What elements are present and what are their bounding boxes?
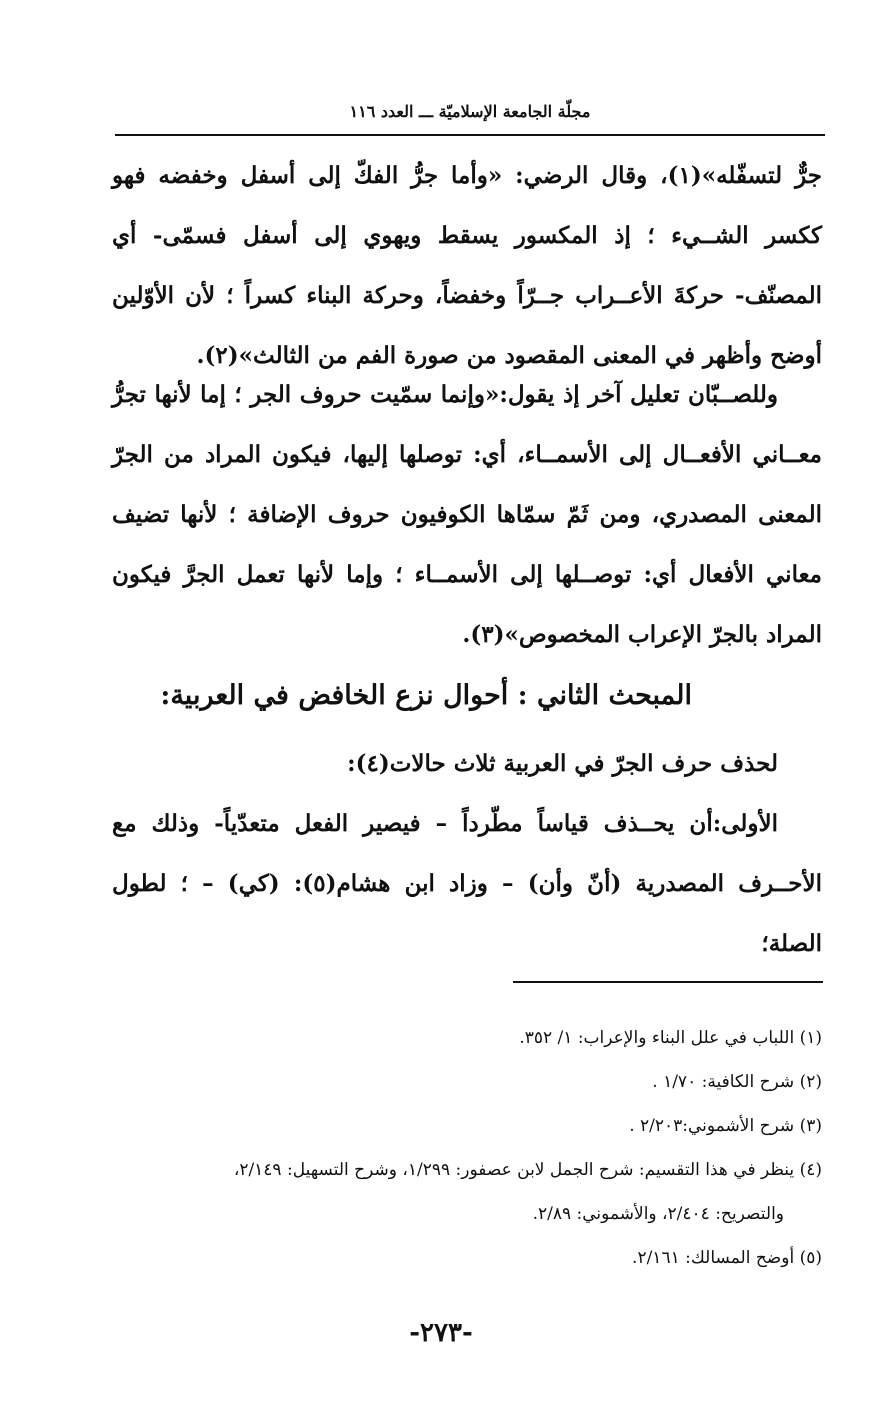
section-heading: المبحث الثاني : أحوال نزع الخافض في العربية: (160, 680, 692, 711)
footnote-2: (٢) شرح الكافية: ١/٧٠ . (652, 1072, 822, 1092)
body-paragraph-1 (112, 146, 822, 386)
body-paragraph-2 (112, 365, 822, 665)
footnotes (112, 1016, 822, 1280)
paragraph-text: وللصــبّان تعليل آخر إذ يقول:«وإنما سمّيت حروف الجر ؛ إما لأنها تجرُّ معــاني الأفعــال إلى الأسمــاء، أي: توصلها إليها، فيكون المراد من الجرّ المعنى المصدري، ومن ثَمّ سمّاها الكوفيون حروف الإضافة ؛ لأنها تضيف معاني الأفعال أي: توصــلها إلى الأسمــاء ؛ وإما لأنها تعمل الجرَّ فيكون المراد بالجرّ الإعراب المخصوص»(٣). (112, 381, 822, 648)
footnote-4: (٤) ينظر في هذا التقسيم: شرح الجمل لابن عصفور: ١/٢٩٩، وشرح التسهيل: ٢/١٤٩، (233, 1160, 822, 1180)
paragraph-text: الأولى:أن يحــذف قياساً مطّرداً – فيصير الفعل متعدّياً- وذلك مع الأحــرف المصدرية (أنّ وأن) – وزاد ابن هشام(٥): (كي) – ؛ لطول الصلة؛ (112, 810, 822, 957)
paragraph-text: لحذف حرف الجرّ في العربية ثلاث حالات(٤): (347, 750, 778, 777)
footnote-5: (٥) أوضح المسالك: ٢/١٦١. (632, 1248, 822, 1268)
running-header: مجلّة الجامعة الإسلاميّة ـــ العدد ١١٦ (349, 102, 591, 121)
body-paragraph-3 (112, 734, 822, 974)
footnote-divider (513, 981, 823, 983)
header-divider (115, 134, 825, 136)
footnote-4-continuation: والتصريح: ٢/٤٠٤، والأشموني: ٢/٨٩. (532, 1204, 784, 1224)
page-number: -٢٧٣- (409, 1318, 473, 1348)
footnote-3: (٣) شرح الأشموني:٢/٢٠٣ . (629, 1116, 822, 1136)
paragraph-text: جرٌّ لتسفّله»(١)، وقال الرضي: «وأما جرُّ الفكّ إلى أسفل وخفضه فهو ككسر الشــيء ؛ إذ المكسور يسقط ويهوي إلى أسفل فسمّى- أي المصنّف- حركةَ الأعــراب جــرّاً وخفضاً، وحركة البناء كسراً ؛ لأن الأوّلين أوضح وأظهر في المعنى المقصود من صورة الفم من الثالث»(٢). (112, 162, 822, 369)
footnote-1: (١) اللباب في علل البناء والإعراب: ١/ ٣٥٢. (519, 1028, 822, 1048)
